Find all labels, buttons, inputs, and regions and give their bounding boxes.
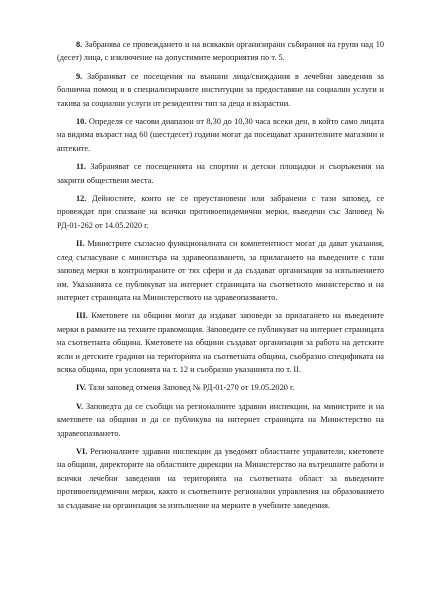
section-iii — [57, 309, 384, 376]
section-v — [57, 400, 384, 440]
paragraph-number: 11. — [76, 162, 86, 172]
paragraph-text: Определя се часови диапазон от 8,30 до 10,30 часа всеки ден, в който само лицата на видима възраст над 60 (шестдесет) години могат да посещават хранителните магазини и аптеките. — [57, 117, 384, 153]
paragraph-number: 8. — [76, 40, 83, 49]
paragraph-number: 10. — [76, 117, 87, 127]
section-text: Заповедта да се съобщи на регионалните здравни инспекции, на министрите и на кметовете на общини и да се публикува на интернет страницата на Министерство на здравеопазването. — [57, 401, 384, 438]
section-number: V. — [76, 401, 83, 411]
paragraph-11 — [57, 160, 384, 187]
section-vi — [57, 445, 384, 512]
section-ii — [57, 237, 384, 304]
section-text: Министрите съгласно функционалната си компетентност могат да дават указания, след съгласуване с министъра на здравеопазването, за прилагането на въведените с тази заповед мерки в контролираните от тях сфери и да създават организация за изпълнението им. Указанията се публикуват на интернет страницата на съответното министерство и на интернет страницата на Министерството на здравеопазването. — [57, 239, 384, 302]
section-text: Кметовете на общини могат да издават заповеди за прилагането на въведените мерки в рамките на техните правомощия. Заповедите се публикуват на интернет страницата на съответната община. Кметовете на общини създават организация за работа на детските ясли и детските градини на територията на съответната община, съобразно спецификата на всяка община, при условията на т. 12 и съобразно указанията по т. II. — [57, 311, 384, 374]
paragraph-number: 12. — [76, 194, 87, 204]
paragraph-text: Забранява се провеждането и на всякакви организирани събирания на групи над 10 (десет) лица, с изключение на допустимите мероприятия по т. 5. — [57, 40, 384, 63]
paragraph-number: 9. — [76, 71, 83, 81]
paragraph-10 — [57, 115, 384, 155]
paragraph-text: Забраняват се посещенията на спортни и детски площадки и съоръжения на закрити обществени места. — [57, 162, 385, 185]
section-number: II. — [76, 239, 85, 249]
paragraph-9 — [57, 70, 384, 110]
paragraph-text: Забраняват се посещения на външни лица/свиждания в лечебни заведения за болнична помощ и в специализираните институции за предоставяне на социални услуги и такива за социални услуги от резидентен тип за деца и възрастни. — [57, 71, 384, 108]
section-text: Регионалните здравни инспекции да уведомят областните управители, кметовете на общини, директорите на областните дирекции на Министерство на вътрешните работи и всички лечебни заведения на територията на съответната област за въведените противоепидемични мерки, както и съответните регионални управления на образованието за създаване на организация за изпълнение на мерките в учебните заведения. — [57, 446, 384, 510]
section-number: III. — [76, 311, 88, 321]
section-iv — [57, 381, 384, 394]
section-number: VI. — [76, 446, 88, 456]
section-number: IV. — [76, 383, 87, 393]
paragraph-8 — [57, 38, 384, 65]
paragraph-12 — [57, 192, 384, 232]
section-text: Тази заповед отменя Заповед № РД-01-270 от 19.05.2020 г. — [88, 383, 295, 393]
paragraph-text: Дейностите, които не се преустановени или забранени с тази заповед, се провеждат при спазване на всички противоепидемични мерки, въведени със Заповед № РД-01-262 от 14.05.2020 г. — [57, 194, 385, 230]
document-body — [57, 38, 384, 517]
